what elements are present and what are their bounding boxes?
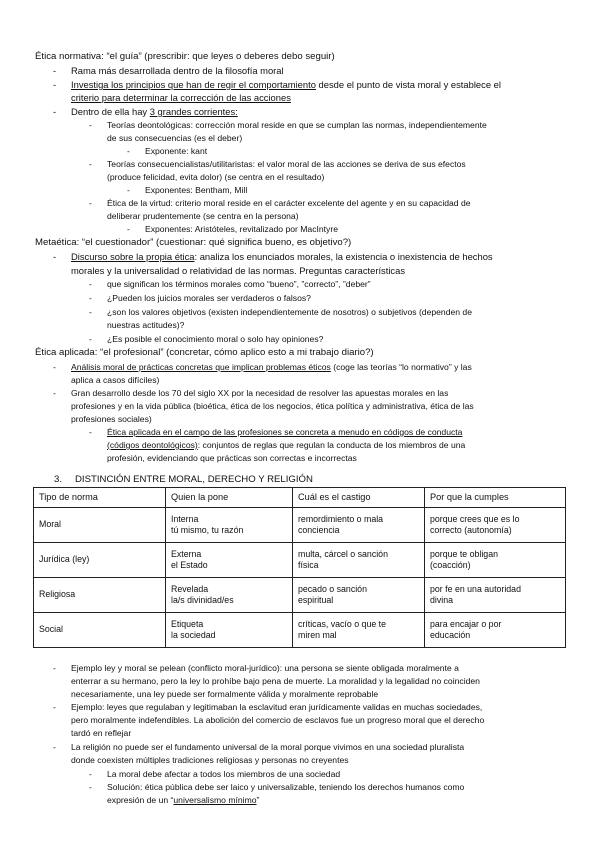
table-cell — [293, 543, 425, 578]
sub-sub-bullet-text: - Exponente: kant — [145, 145, 207, 157]
header-text: Quien la pone — [171, 491, 229, 502]
bullet-text: aplica a casos difíciles) — [71, 375, 160, 385]
table-row — [34, 543, 566, 578]
cell-text: multa, cárcel o sanción — [298, 548, 388, 559]
cell-text: la sociedad — [171, 630, 216, 640]
comparison-table — [33, 487, 566, 648]
section-number: 3. — [54, 474, 63, 485]
table-cell — [425, 613, 566, 648]
table-header-cell — [166, 488, 293, 508]
cell-text: Social — [39, 624, 63, 635]
table-cell — [34, 543, 166, 578]
cell-text: Revelada — [171, 583, 209, 594]
cell-text: para encajar o por — [430, 618, 502, 629]
bullet-text — [71, 79, 501, 91]
sub-bullet-text: deliberar prudentemente (se centra en la persona) — [107, 211, 299, 221]
bullet-text: - Gran desarrollo desde los 70 del siglo XX por la necesidad de resolver las apuestas morales en las — [71, 387, 448, 399]
table-row — [34, 508, 566, 543]
header-text: Por que la cumples — [430, 491, 509, 502]
cell-text: remordimiento o mala — [298, 513, 384, 524]
table-cell — [34, 508, 166, 543]
cell-text: Religiosa — [39, 589, 76, 600]
cell-text: tú mismo, tu razón — [171, 525, 244, 535]
bullet-text-rest: desde el punto de vista moral y establece el — [315, 79, 501, 90]
underlined-text: Análisis moral de prácticas concretas que implican problemas éticos — [71, 362, 331, 372]
note-text: tardó en reflejar — [71, 728, 132, 738]
cell-text: Interna — [171, 513, 199, 524]
cell-text: por fe en una autoridad — [430, 583, 521, 594]
table-row — [34, 613, 566, 648]
cell-text: Externa — [171, 548, 202, 559]
underlined-text: Investiga los principios que han de regir el comportamiento — [71, 79, 316, 90]
sub-bullet-text: - Ética de la virtud: criterio moral reside en el carácter excelente del agente y en su capacidad de — [107, 197, 471, 209]
sub-note-text-pre: expresión de un “ — [107, 795, 174, 805]
note-text: - Ejemplo: leyes que regulaban y legitimaban la esclavitud eran jurídicamente validas en muchas sociedades, — [71, 701, 482, 713]
question-text: - que significan los términos morales como “bueno”, ”correcto”, ”deber” — [107, 278, 371, 290]
bullet-text-rest: : analiza los enunciados morales, la existencia o inexistencia de hechos — [194, 251, 493, 262]
sub-bullet-text: - Teorías consecuencialistas/utilitaristas: el valor moral de las acciones se deriva de sus efectos — [107, 158, 466, 170]
bullet-text: - Rama más desarrollada dentro de la filosofía moral — [71, 65, 284, 77]
table-header-row — [34, 488, 566, 508]
cell-text: física — [298, 560, 319, 570]
underlined-text: Discurso sobre la propia ética — [71, 251, 195, 262]
underlined-text: - Ética aplicada en el campo de las profesiones se concreta a menudo en códigos de conducta — [107, 426, 462, 438]
table-cell — [34, 578, 166, 613]
bullet-text-pre: Dentro de ella hay — [71, 106, 150, 117]
table-cell — [425, 543, 566, 578]
etica-normativa-heading: Ética normativa: “el guía” (prescribir: que leyes o deberes debo seguir) — [35, 51, 335, 62]
cell-text: porque te obligan — [430, 548, 498, 559]
underlined-text: 3 grandes corrientes: — [149, 106, 238, 117]
table-cell — [293, 508, 425, 543]
sub-bullet-text: de sus consecuencias (es el deber) — [107, 133, 243, 143]
note-text: pero moralmente indefendibles. La abolición del comercio de esclavos fue un progreso moral que el derecho — [71, 715, 485, 725]
bullet-text — [71, 106, 238, 118]
note-text: - Ejemplo ley y moral se pelean (conflicto moral-jurídico): una persona se siente obligada moralmente a — [71, 662, 459, 674]
table-cell — [293, 613, 425, 648]
sub-bullet-text: - Teorías deontológicas: corrección moral reside en que se cumplan las normas, independientemente — [107, 119, 487, 131]
cell-text: correcto (autonomía) — [430, 525, 512, 535]
cell-text: espiritual — [298, 595, 334, 605]
cell-text: la/s divinidad/es — [171, 595, 234, 605]
bullet-text: profesiones y en la vida pública (bioética, ética de los negocios, ética política y administrativa, ética de las — [71, 401, 474, 411]
cell-text: Moral — [39, 519, 61, 530]
table-cell — [166, 578, 293, 613]
table-row — [34, 578, 566, 613]
table-cell — [425, 508, 566, 543]
bullet-text — [71, 251, 493, 263]
cell-text: críticas, vacío o que te — [298, 618, 387, 629]
metaetica-heading: Metaética: “el cuestionador” (cuestionar: qué significa bueno, es objetivo?) — [35, 237, 352, 248]
bullet-text: profesiones sociales) — [71, 414, 152, 424]
cell-text: educación — [430, 630, 471, 640]
cell-text: divina — [430, 595, 453, 605]
cell-text: el Estado — [171, 560, 208, 570]
table-header-cell — [425, 488, 566, 508]
cell-text: conciencia — [298, 525, 340, 535]
underlined-text: universalismo mínimo — [173, 795, 257, 805]
section-title: DISTINCIÓN ENTRE MORAL, DERECHO Y RELIGIÓN — [75, 474, 313, 485]
cell-text: (coacción) — [430, 560, 471, 570]
bullet-text: morales y la universalidad o relatividad de las normas. Preguntas características — [71, 265, 406, 276]
table-cell — [166, 543, 293, 578]
sub-note-text — [107, 794, 259, 806]
question-text: - ¿Es posible el conocimiento moral o solo hay opiniones? — [107, 333, 323, 345]
table-cell — [166, 613, 293, 648]
header-text: Tipo de norma — [39, 491, 98, 502]
sub-note-text: - Solución: ética pública debe ser laico y universalizable, teniendo los derechos humanos como — [107, 781, 464, 793]
sub-bullet-text — [107, 439, 465, 451]
note-text: necesariamente, una ley puede ser formalmente válida y moralmente reprobable — [71, 689, 379, 699]
bullet-text-rest: (coge las teorías “lo normativo” y las — [330, 362, 472, 372]
table-cell — [425, 578, 566, 613]
note-text: donde coexisten múltiples tradiciones religiosas y personas no creyentes — [71, 755, 349, 765]
note-text: enterrar a su hermano, pero la ley lo prohíbe bajo pena de muerte. La moralidad y la legalidad no coinciden — [71, 676, 480, 686]
table-cell — [166, 508, 293, 543]
sub-sub-bullet-text: - Exponentes: Bentham, Mill — [145, 184, 247, 196]
cell-text: Etiqueta — [171, 618, 204, 629]
sub-sub-bullet-text: - Exponentes: Aristóteles, revitalizado por MacIntyre — [145, 223, 338, 235]
sub-bullet-text: (produce felicidad, evita dolor) (se centra en el resultado) — [107, 172, 325, 182]
question-text: - ¿Pueden los juicios morales ser verdaderos o falsos? — [107, 292, 311, 304]
cell-text: pecado o sanción — [298, 583, 367, 594]
table-header-cell — [34, 488, 166, 508]
sub-note-text-post: ” — [256, 795, 260, 805]
etica-aplicada-heading: Ética aplicada: “el profesional” (concretar, cómo aplico esto a mi trabajo diario?) — [35, 347, 374, 358]
cell-text: porque crees que es lo — [430, 513, 520, 524]
table-header-cell — [293, 488, 425, 508]
sub-bullet-text-rest: : conjuntos de reglas que regulan la conducta de los miembros de una — [197, 440, 466, 450]
cell-text: Jurídica (ley) — [39, 554, 90, 565]
note-text: - La religión no puede ser el fundamento universal de la moral porque vivimos en una sociedad pluralista — [71, 741, 464, 753]
cell-text: miren mal — [298, 630, 337, 640]
question-text: - ¿son los valores objetivos (existen independientemente de nosotros) o subjetivos (dependen de — [107, 306, 472, 318]
underlined-text: criterio para determinar la corrección de las acciones — [71, 92, 291, 103]
table-cell — [293, 578, 425, 613]
table-cell — [34, 613, 166, 648]
question-text: nuestras actitudes)? — [107, 320, 185, 330]
sub-bullet-text: profesión, evidenciando que prácticas son correctas e incorrectas — [107, 453, 357, 463]
sub-note-text: - La moral debe afectar a todos los miembros de una sociedad — [107, 768, 340, 780]
underlined-text: (códigos deontológicos) — [107, 440, 198, 450]
bullet-text — [71, 361, 472, 373]
header-text: Cuál es el castigo — [298, 491, 371, 502]
